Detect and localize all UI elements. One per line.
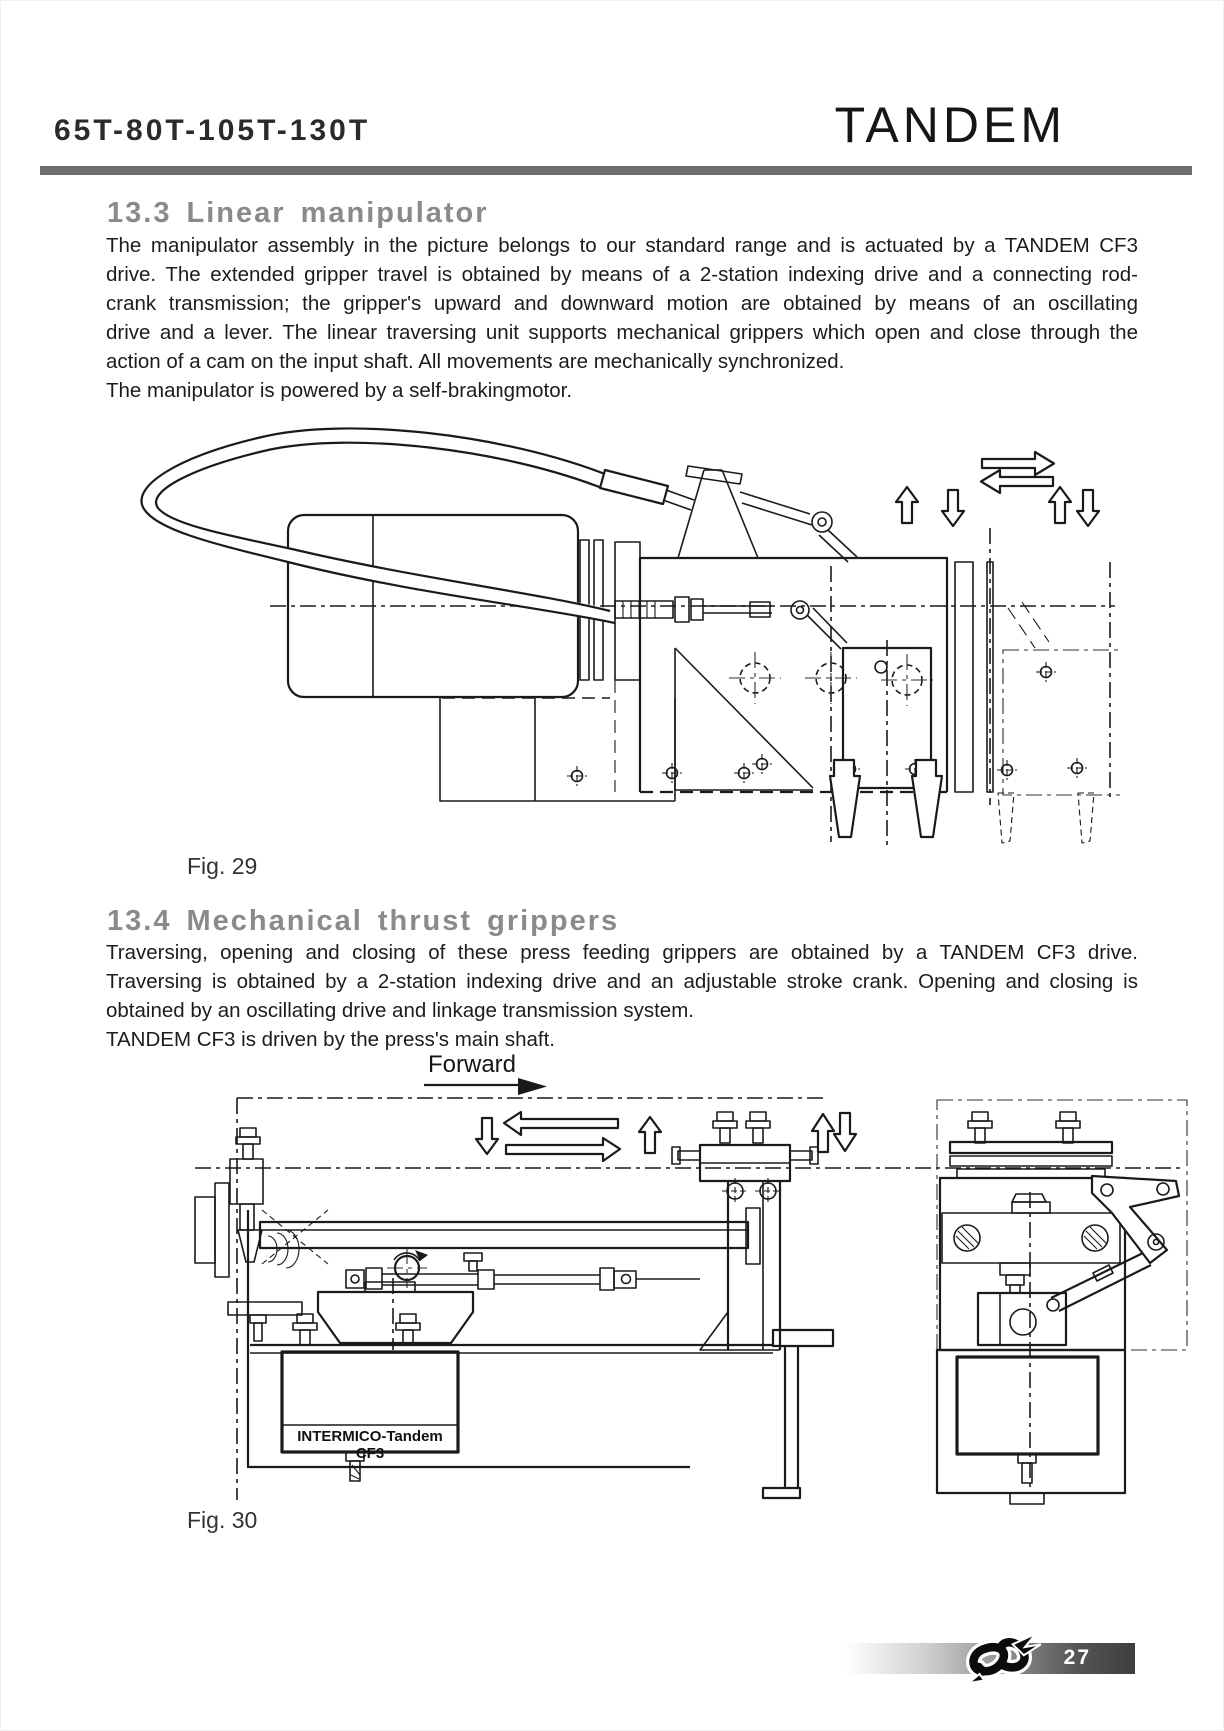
body-text-line: Traversing is obtained by a 2-station indexing drive and an adjustable stroke crank. Opening and closing is xyxy=(106,970,1138,993)
section-heading-13-4: 13.4 Mechanical thrust grippers xyxy=(107,905,620,937)
gripper-fingers xyxy=(830,760,942,837)
side-view xyxy=(937,1112,1179,1504)
body-text-line: action of a cam on the input shaft. All movements are mechanically synchronized. xyxy=(106,350,845,373)
unit-nameplate: INTERMICO-Tandem CF3 xyxy=(297,1428,443,1462)
body-text-line: The manipulator is powered by a self-brakingmotor. xyxy=(106,379,573,402)
section-heading-13-3: 13.3 Linear manipulator xyxy=(107,197,489,229)
header-divider xyxy=(40,166,1192,175)
body-text-line: drive. The extended gripper travel is obtained by means of a 2-station indexing drive and a connecting rod- xyxy=(106,263,1138,286)
forward-label: Forward xyxy=(428,1051,517,1078)
section-13-4-text xyxy=(106,938,1138,1054)
cable-conduit xyxy=(142,428,694,623)
upper-linkage xyxy=(678,466,857,562)
fig-29-drawing xyxy=(110,380,1120,860)
section-13-3-text xyxy=(106,231,1138,405)
brand-logo-text: TANDEM xyxy=(834,97,1066,153)
drive-rod xyxy=(615,597,847,649)
body-text-line: Traversing, opening and closing of these press feeding grippers are obtained by a TANDEM CF3 drive. xyxy=(106,941,1138,964)
body-text-line: drive and a lever. The linear traversing unit supports mechanical grippers which open and close through the xyxy=(106,321,1138,344)
main-frame xyxy=(440,542,993,801)
footer-logo-icon xyxy=(959,1624,1055,1691)
traverse-arrows-icon xyxy=(981,452,1054,493)
traverse-rail xyxy=(260,1208,760,1264)
page-number: 27 xyxy=(1063,1646,1091,1669)
figure-29-caption: Fig. 29 xyxy=(187,853,258,879)
left-gripper-assembly xyxy=(195,1128,328,1341)
forward-arrow-icon xyxy=(424,1078,547,1095)
body-text-line: obtained by an oscillating drive and linkage transmission system. xyxy=(106,999,694,1022)
press-frame-bracket xyxy=(763,1330,833,1498)
ghost-station xyxy=(997,602,1120,843)
body-text-line: crank transmission; the gripper's upward and downward motion are obtained by means of an oscillating xyxy=(106,292,1138,315)
traverse-arrows-icon xyxy=(504,1112,620,1161)
model-range: 65T-80T-105T-130T xyxy=(54,114,371,147)
up-down-arrows-icon xyxy=(896,487,1099,526)
crank-housing xyxy=(293,1282,473,1345)
body-text-line: The manipulator assembly in the picture belongs to our standard range and is actuated by a TANDEM CF3 xyxy=(106,234,1138,257)
figure-30-caption: Fig. 30 xyxy=(187,1507,258,1533)
body-text-line: TANDEM CF3 is driven by the press's main shaft. xyxy=(106,1028,555,1051)
gripper-column xyxy=(672,1112,818,1350)
